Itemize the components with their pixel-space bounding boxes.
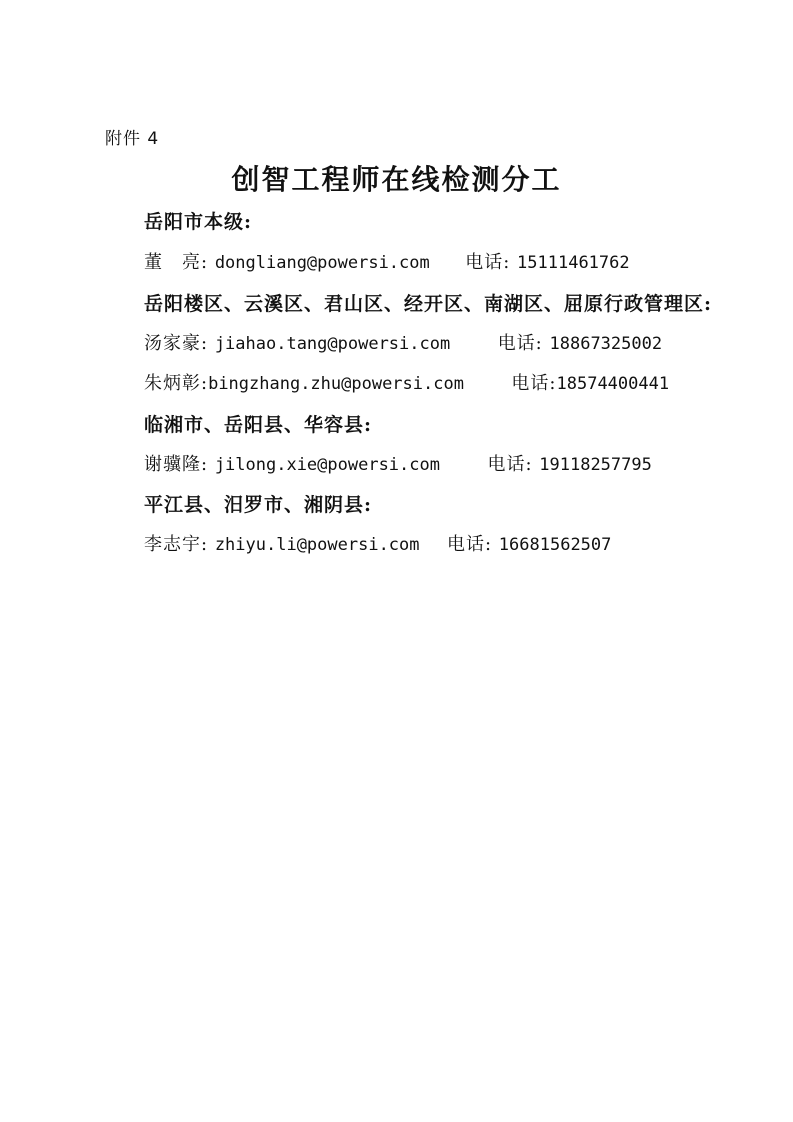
contact-email: zhiyu.li@powersi.com [214,535,420,555]
section-heading-linxiang: 临湘市、岳阳县、华容县: [144,414,373,436]
contact-row-li-zhiyu: 李志宇: zhiyu.li@powersi.com 电话: 16681562507 [144,534,612,555]
contact-row-tang-jiahao: 汤家豪: jiahao.tang@powersi.com 电话: 18867325002 [144,333,663,354]
contact-phone: 19118257795 [539,455,652,475]
contact-name: 董 亮 [144,252,201,273]
phone-label: 电话: [465,252,511,273]
contact-name: 李志宇 [144,534,201,555]
section-heading-yueyang-city: 岳阳市本级: [144,211,253,233]
contact-email: jiahao.tang@powersi.com [214,334,451,354]
contact-name: 汤家豪 [144,333,201,354]
phone-label: 电话: [511,373,557,394]
phone-label: 电话: [446,534,493,555]
contact-row-xie-jilong: 谢骥隆: jilong.xie@powersi.com 电话: 19118257795 [144,454,652,475]
contact-phone: 18867325002 [549,334,663,354]
contact-email: bingzhang.zhu@powersi.com [208,374,464,394]
contact-name: 谢骥隆 [144,454,201,475]
phone-label: 电话: [497,333,543,354]
section-heading-pingjiang: 平江县、汨罗市、湘阴县: [144,494,373,516]
contact-name: 朱炳彰 [144,373,201,394]
phone-label: 电话: [487,454,533,475]
contact-phone: 15111461762 [517,253,630,273]
attachment-label: 附件 4 [105,129,160,149]
contact-email: jilong.xie@powersi.com [214,455,440,475]
contact-phone: 18574400441 [556,374,670,394]
contact-phone: 16681562507 [498,535,612,555]
contact-email: dongliang@powersi.com [214,253,430,273]
contact-row-zhu-bingzhang: 朱炳彰:bingzhang.zhu@powersi.com 电话:18574400441 [144,373,670,394]
contact-row-dong-liang: 董 亮: dongliang@powersi.com 电话: 15111461762 [144,252,630,273]
section-heading-districts: 岳阳楼区、云溪区、君山区、经开区、南湖区、屈原行政管理区: [144,293,713,315]
document-title: 创智工程师在线检测分工 [231,163,562,196]
